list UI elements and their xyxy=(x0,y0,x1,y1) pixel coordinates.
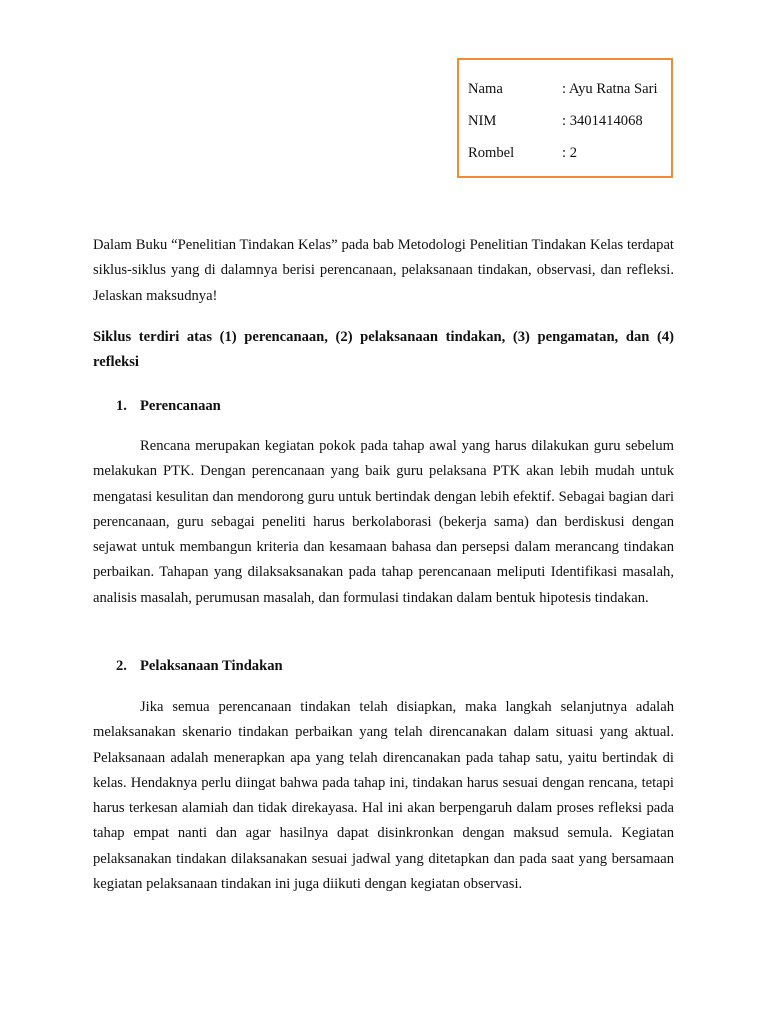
student-identity-box xyxy=(457,58,673,178)
identity-label: Rombel xyxy=(468,145,515,161)
identity-label: Nama xyxy=(468,81,503,97)
section-body-pelaksanaan: Jika semua perencanaan tindakan telah disiapkan, maka langkah selanjutnya adalah melaksanakan skenario tindakan perbaikan yang telah direncanakan dalam situasi yang aktual. Pelaksanaan adalah menerapkan apa yang telah direncanakan pada tahap satu, yaitu bertindak di kelas. Hendaknya perlu diingat bahwa pada tahap ini, tindakan harus sesuai dengan rencana, tetapi harus terkesan alamiah dan tidak direkayasa. Hal ini akan berpengaruh dalam proses refleksi pada tahap empat nanti dan agar hasilnya dapat disinkronkan dengan maksud semula. Kegiatan pelaksanakan tindakan dilaksanakan sesuai jadwal yang ditetapkan dan pada saat yang bersamaan kegiatan pelaksanaan tindakan ini juga diikuti dengan kegiatan observasi. xyxy=(93,699,674,893)
section-number: 1. xyxy=(116,398,127,414)
section-heading-pelaksanaan xyxy=(116,656,283,676)
identity-value: : 2 xyxy=(562,145,577,161)
identity-value: : 3401414068 xyxy=(562,113,643,129)
section-body-perencanaan: Rencana merupakan kegiatan pokok pada tahap awal yang harus dilakukan guru sebelum melakukan PTK. Dengan perencanaan yang baik guru pelaksana PTK akan lebih mudah untuk mengatasi kesulitan dan mendorong guru untuk bertindak dengan lebih efektif. Sebagai bagian dari perencanaan, guru sebagai peneliti harus berkolaborasi (bekerja sama) dan berdiskusi dengan sejawat untuk membangun kriteria dan kesamaan bahasa dan persepsi dalam merancang tindakan perbaikan. Tahapan yang dilaksaksanakan pada tahap perencanaan meliputi Identifikasi masalah, analisis masalah, perumusan masalah, dan formulasi tindakan dalam bentuk hipotesis tindakan. xyxy=(93,438,674,606)
identity-value: : Ayu Ratna Sari xyxy=(562,81,658,97)
question-paragraph: Dalam Buku “Penelitian Tindakan Kelas” pada bab Metodologi Penelitian Tindakan Kelas terdapat siklus-siklus yang di dalamnya berisi perencanaan, pelaksanaan tindakan, observasi, dan refleksi. Jelaskan maksudnya! xyxy=(93,237,674,304)
cycle-summary: Siklus terdiri atas (1) perencanaan, (2) pelaksanaan tindakan, (3) pengamatan, dan (4) refleksi xyxy=(93,329,674,371)
section-title: Pelaksanaan Tindakan xyxy=(140,658,283,674)
section-heading-perencanaan xyxy=(116,396,221,416)
section-number: 2. xyxy=(116,658,127,674)
section-title: Perencanaan xyxy=(140,398,221,414)
identity-label: NIM xyxy=(468,113,497,129)
